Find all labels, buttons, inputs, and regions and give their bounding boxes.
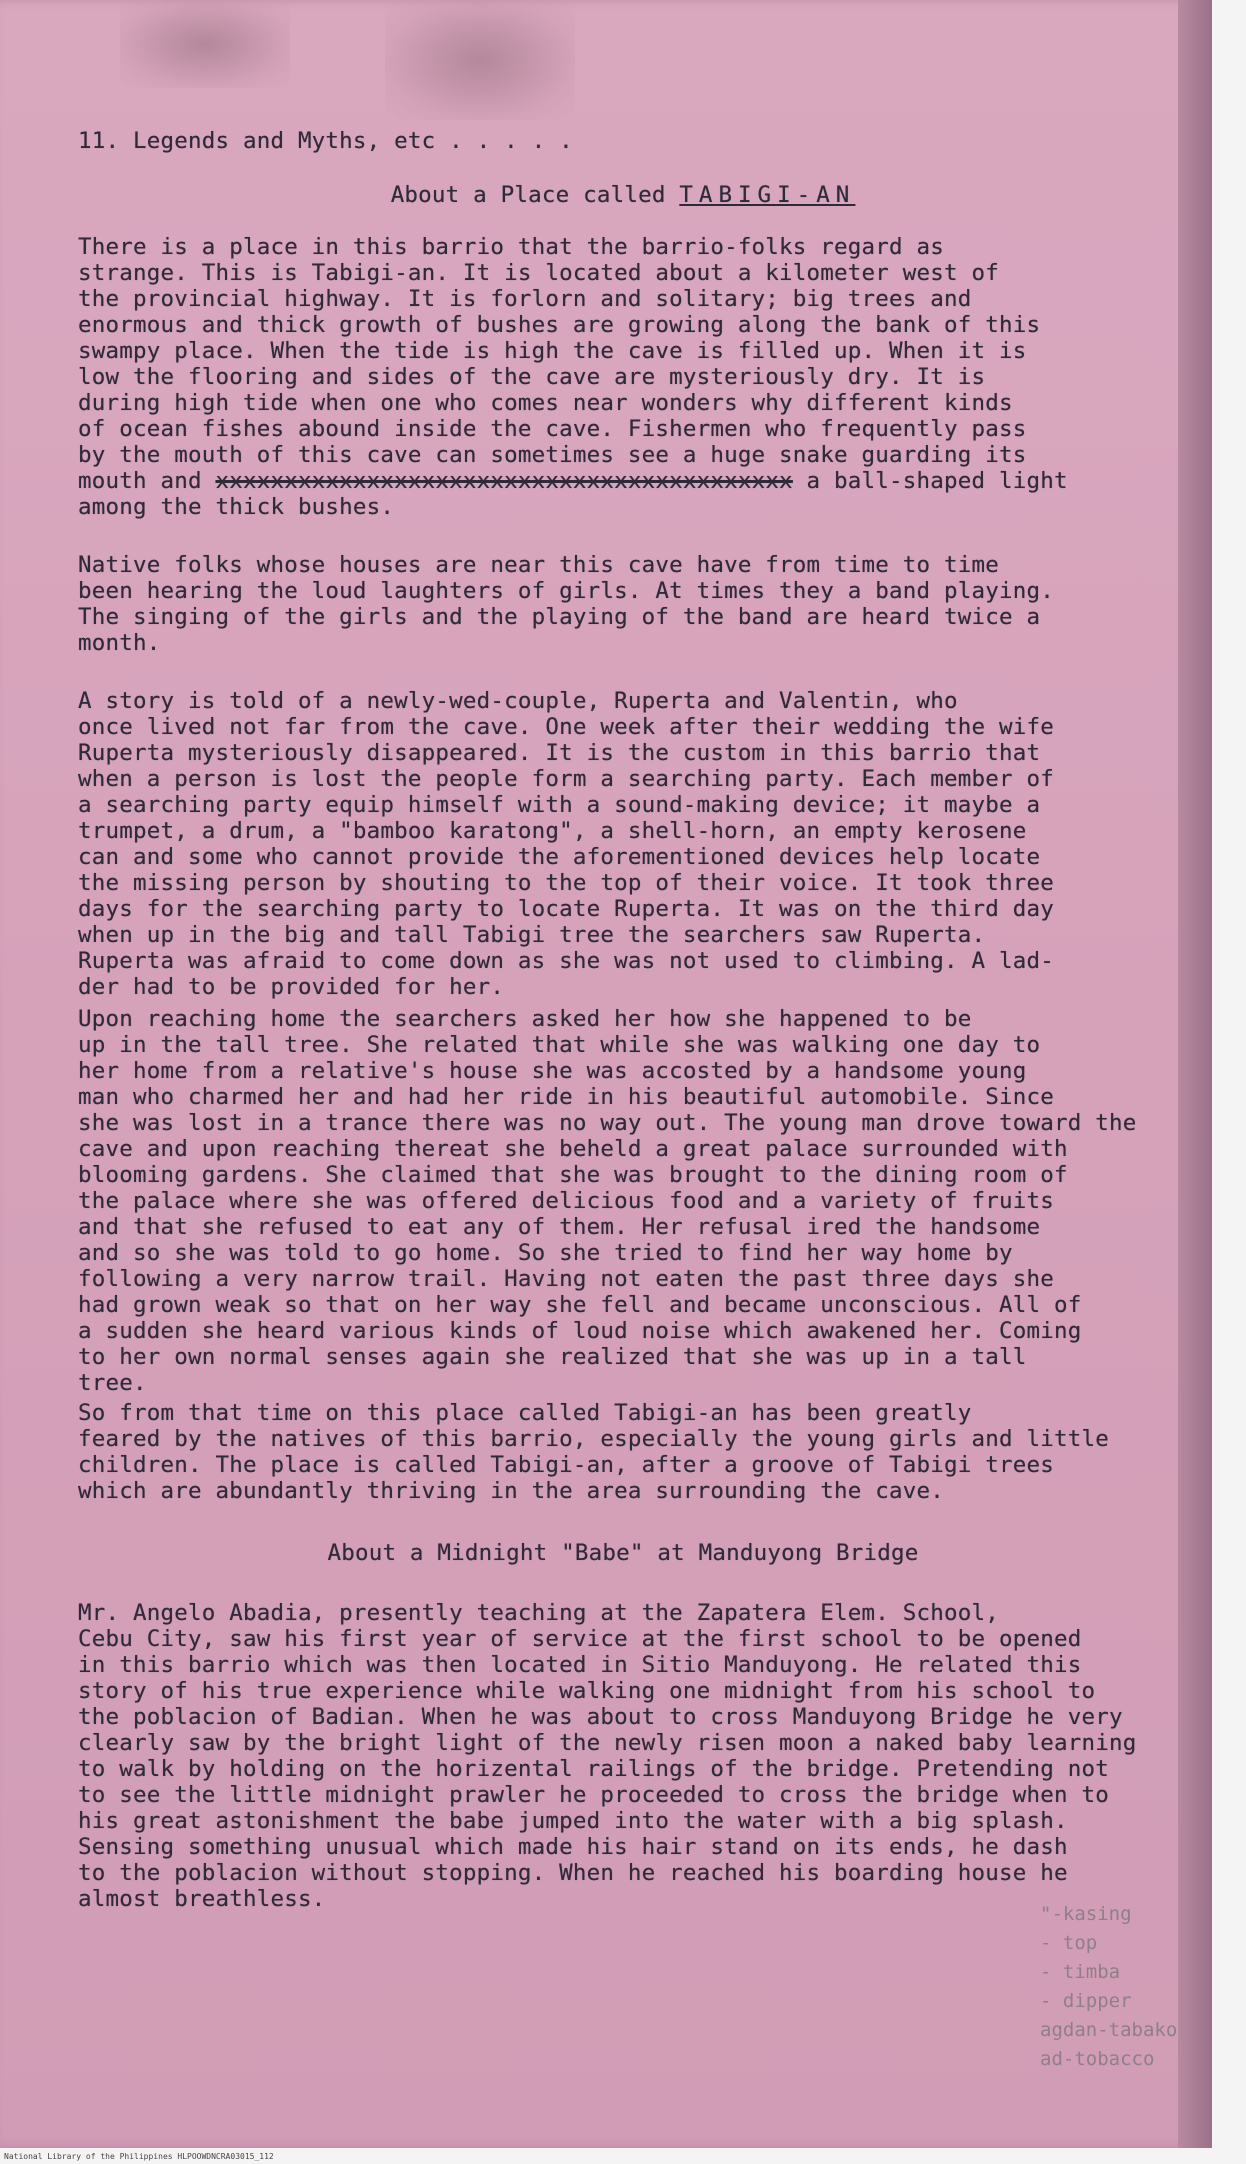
typed-text-body bbox=[78, 128, 1168, 1912]
story1-p1-text-end: a ball-shaped light among the thick bushes. bbox=[78, 468, 1068, 520]
scan-footer: National Library of the Philippines HLPOOWDNCRA03015_112 bbox=[0, 2150, 1246, 2164]
story2-title: About a Midnight "Babe" at Manduyong Bridge bbox=[327, 1540, 919, 1566]
margin-note: - timba bbox=[1040, 1961, 1121, 1983]
margin-note: agdan-tabako bbox=[1040, 2019, 1178, 2041]
story1-title bbox=[78, 182, 1168, 208]
page-edge-shadow bbox=[1178, 0, 1212, 2148]
story1-p1-text: There is a place in this barrio that the barrio-folks regard as strange. This is Tabigi-an. It is located about a kilometer west of the provincial highway. It is forlorn and solitary; big trees and enormous and thick growth of bushes are growing along the bank of this swampy place. When the tide is high the cave is filled up. When it is low the flooring and sides of the cave are mysteriously dry. It is during high tide when one who comes near wonders why different kinds of ocean fishes abound inside the cave. Fishermen who frequently pass by the mouth of this cave can sometimes see a huge snake guarding its mouth and bbox=[78, 234, 1041, 494]
story1-title-prefix: About a Place called bbox=[390, 182, 666, 208]
margin-notes bbox=[1040, 1900, 1220, 2074]
library-stamp-smudge bbox=[385, 0, 575, 120]
margin-note: "-kasing bbox=[1040, 1903, 1132, 1925]
story1-title-name: TABIGI-AN bbox=[679, 182, 856, 208]
margin-note: - top bbox=[1040, 1932, 1098, 1954]
struck-out-text: xxxxxxxxxxxxxxxxxxxxxxxxxxxxxxxxxxxxxxxxxx bbox=[215, 468, 793, 494]
library-stamp-smudge bbox=[120, 0, 290, 88]
story1-paragraph-2: Native folks whose houses are near this cave have from time to time been hearing the loud laughters of girls. At times they a band playing. The singing of the girls and the playing of the band are heard twice a month. bbox=[78, 552, 1054, 656]
story2-paragraph-1: Mr. Angelo Abadia, presently teaching at the Zapatera Elem. School, Cebu City, saw his first year of service at the first school to be opened in this barrio which was then located in Sitio Manduyong. He related this story of his true experience while walking one midnight from his school to the poblacion of Badian. When he was about to cross Manduyong Bridge he very clearly saw by the bright light of the newly risen moon a naked baby learning to walk by holding on the horizental railings of the bridge. Pretending not to see the little midnight prawler he proceeded to cross the bridge when to his great astonishment the babe jumped into the water with a big splash. Sensing something unusual which made his hair stand on its ends, he dash to the poblacion without stopping. When he reached his boarding house he almost breathless. bbox=[78, 1600, 1137, 1912]
margin-note: - dipper bbox=[1040, 1990, 1132, 2012]
margin-note: ad-tobacco bbox=[1040, 2048, 1155, 2070]
story1-paragraph-4: Upon reaching home the searchers asked her how she happened to be up in the tall tree. She related that while she was walking one day to her home from a relative's house she was accosted by a handsome young man who charmed her and had her ride in his beautiful automobile. Since she was lost in a trance there was no way out. The young man drove toward the cave and upon reaching thereat she beheld a great palace surrounded with blooming gardens. She claimed that she was brought to the dining room of the palace where she was offered delicious food and a variety of fruits and that she refused to eat any of them. Her refusal ired the handsome and so she was told to go home. So she tried to find her way home by following a very narrow trail. Having not eaten the past three days she had grown weak so that on her way she fell and became unconscious. All of a sudden she heard various kinds of loud noise which awakened her. Coming to her own normal senses again she realized that she was up in a tall tree. bbox=[78, 1006, 1137, 1396]
story1-paragraph-3: A story is told of a newly-wed-couple, Ruperta and Valentin, who once lived not far from the cave. One week after their wedding the wife Ruperta mysteriously disappeared. It is the custom in this barrio that when a person is lost the people form a searching party. Each member of a searching party equip himself with a sound-making device; it maybe a trumpet, a drum, a "bamboo karatong", a shell-horn, an empty kerosene can and some who cannot provide the aforementioned devices help locate the missing person by shouting to the top of their voice. It took three days for the searching party to locate Ruperta. It was on the third day when up in the big and tall Tabigi tree the searchers saw Ruperta. Ruperta was afraid to come down as she was not used to climbing. A lad- der had to be provided for her. bbox=[78, 688, 1054, 1000]
story1-paragraph-5: So from that time on this place called Tabigi-an has been greatly feared by the natives of this barrio, especially the young girls and little children. The place is called Tabigi-an, after a groove of Tabigi trees which are abundantly thriving in the area surrounding the cave. bbox=[78, 1400, 1109, 1504]
section-heading: 11. Legends and Myths, etc . . . . . bbox=[78, 128, 573, 154]
story1-paragraph-1 bbox=[78, 234, 1168, 520]
